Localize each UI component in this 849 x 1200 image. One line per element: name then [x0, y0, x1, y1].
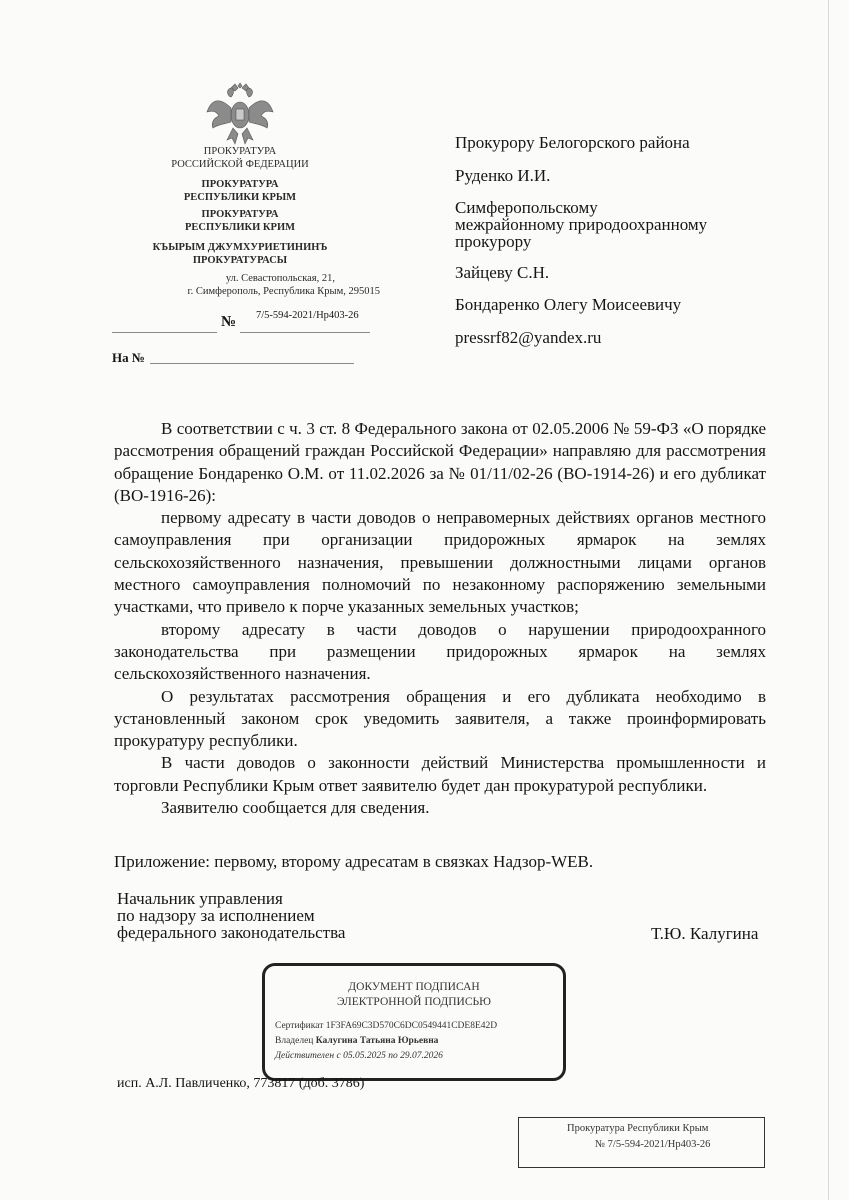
addressee-2-line-1: Симферопольскому: [455, 198, 598, 217]
registration-box: [518, 1117, 765, 1168]
date-line: [112, 332, 217, 333]
body-paragraph: Заявителю сообщается для сведения.: [161, 798, 430, 818]
number-line: [240, 332, 370, 333]
outgoing-number: 7/5-594-2021/Нр403-26: [256, 310, 359, 321]
stamp-validity: Действителен с 05.05.2025 по 29.07.2026: [275, 1051, 443, 1061]
registration-number: № 7/5-594-2021/Нр403-26: [595, 1139, 711, 1150]
org-address: ул. Севастопольская, 21, г. Симферополь, Республика Крым, 295015: [187, 273, 380, 297]
addressee-1-line-2: Руденко И.И.: [455, 166, 551, 185]
body-paragraph: О результатах рассмотрения обращения и его дубликата необходимо в установленный законом срок уведомить заявителя, а также проинформировать прокуратуру республики.: [114, 686, 766, 751]
addressee-2-line-2: межрайонному природоохранному: [455, 215, 708, 234]
stamp-certificate: Сертификат 1F3FA69C3D570C6DC0549441CDE8E42D: [275, 1021, 498, 1031]
addressee-2-line-4: Зайцеву С.Н.: [455, 263, 550, 282]
org-name-crimea-tat: КЪЫРЫМ ДЖУМХУРИЕТИНИНЪ ПРОКУРАТУРАСЫ: [152, 242, 328, 266]
double-headed-eagle-emblem: [205, 82, 275, 148]
body-paragraph: В соответствии с ч. 3 ст. 8 Федерального закона от 02.05.2006 № 59-ФЗ «О порядке рассмотрения обращений граждан Российской Федерации» направляю для рассмотрения обращение Бондаренко О.М. от 11.02.2026 за № 01/11/02-26 (ВО-1914-26) и его дубликат (ВО-1916-26):: [114, 419, 766, 505]
org-name-crimea-ua: ПРОКУРАТУРА РЕСПУБЛИКИ КРИМ: [184, 209, 296, 233]
signer-title: Начальник управления по надзору за исполнением федерального законодательства: [117, 889, 346, 942]
stamp-heading: ДОКУМЕНТ ПОДПИСАН ЭЛЕКТРОННОЙ ПОДПИСЬЮ: [337, 981, 491, 1008]
addressee-3: Бондаренко Олегу Моисеевичу: [455, 295, 682, 314]
attachment-note: Приложение: первому, второму адресатам в связках Надзор-WEB.: [114, 852, 594, 871]
signer-name: Т.Ю. Калугина: [651, 924, 759, 943]
reply-to-label: На №: [112, 350, 145, 365]
letter-body: [114, 418, 766, 819]
addressee-1-line-1: Прокурору Белогорского района: [455, 133, 690, 152]
addressee-email: pressrf82@yandex.ru: [455, 328, 602, 347]
e-signature-stamp: [262, 963, 566, 1081]
org-name-crimea-ru: ПРОКУРАТУРА РЕСПУБЛИКИ КРЫМ: [183, 179, 297, 203]
number-sign: №: [221, 314, 237, 330]
org-name-rf: ПРОКУРАТУРА РОССИЙСКОЙ ФЕДЕРАЦИИ: [171, 146, 309, 170]
body-paragraph: первому адресату в части доводов о неправомерных действиях органов местного самоуправления при организации придорожных ярмарок на землях сельскохозяйственного назначения, превышении должностными лицами органов местного самоуправления полномочий по незаконному распоряжению земельными участками, что привело к порче указанных земельных участков;: [114, 508, 766, 617]
body-paragraph: второму адресату в части доводов о нарушении природоохранного законодательства при размещении придорожных ярмарок на землях сельскохозяйственного назначения.: [114, 619, 766, 684]
registration-org: Прокуратура Республики Крым: [567, 1123, 709, 1134]
addressee-2-line-3: прокурору: [455, 232, 532, 251]
executor-info: исп. А.Л. Павличенко, 773817 (доб. 3786): [117, 1076, 365, 1091]
stamp-owner: Владелец Калугина Татьяна Юрьевна: [275, 1036, 439, 1046]
reply-to-line: [150, 363, 354, 364]
body-paragraph: В части доводов о законности действий Министерства промышленности и торговли Республики Крым ответ заявителю будет дан прокуратурой республики.: [114, 753, 766, 795]
page-edge-shadow: [828, 0, 829, 1200]
